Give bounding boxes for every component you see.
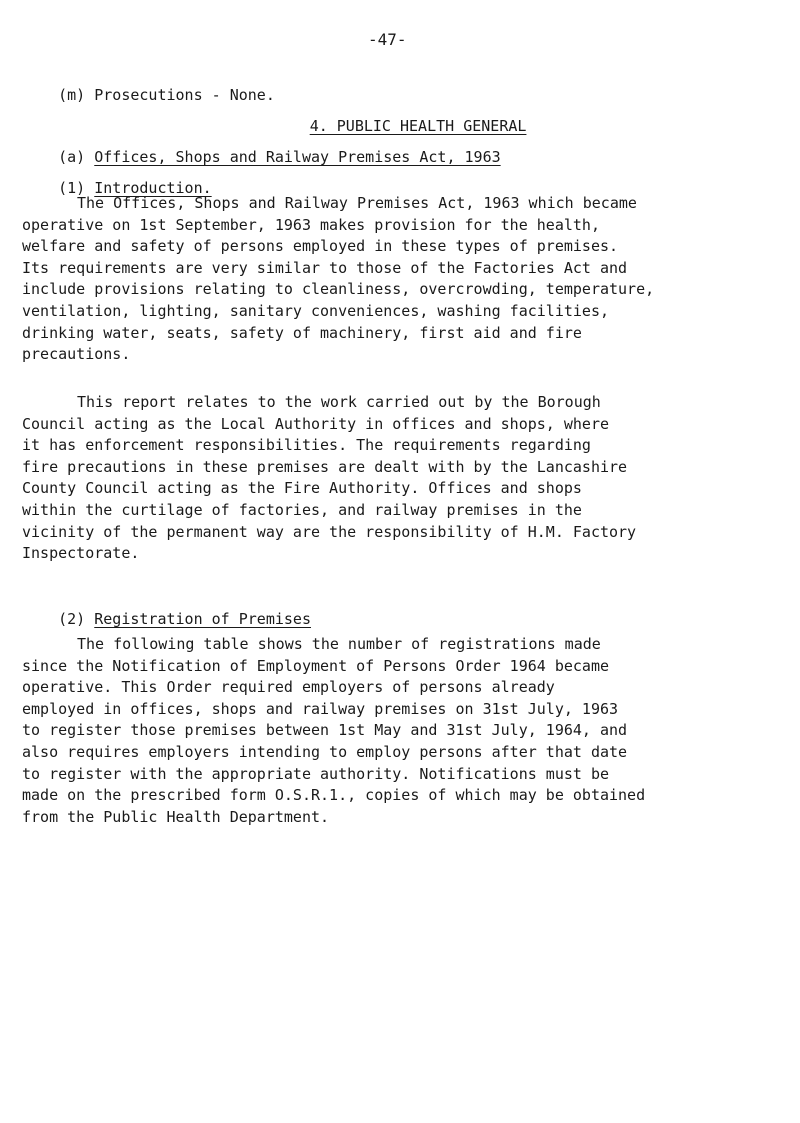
registration-marker: (2) [58,610,86,628]
paragraph-line: drinking water, seats, safety of machinery, first aid and fire [22,323,582,342]
subsection-a-title: Offices, Shops and Railway Premises Act, 1963 [94,148,501,166]
paragraph-line: vicinity of the permanent way are the responsibility of H.M. Factory [22,522,637,541]
intro-marker: (1) [58,179,86,197]
paragraph-line: Council acting as the Local Authority in offices and shops, where [22,414,609,433]
paragraph-line: Its requirements are very similar to those of the Factories Act and [22,258,628,277]
paragraph-line: within the curtilage of factories, and railway premises in the [22,500,582,519]
subsection-a-marker: (a) [58,148,86,166]
paragraph-line: it has enforcement responsibilities. The requirements regarding [22,436,591,455]
paragraph-line: to register those premises between 1st May and 31st July, 1964, and [22,721,628,740]
intro-paragraph-2 [22,392,792,565]
paragraph-line: Inspectorate. [22,544,140,563]
intro-title: Introduction. [94,179,212,197]
paragraph-line: include provisions relating to cleanliness, overcrowding, temperature, [22,280,655,299]
paragraph-line: County Council acting as the Fire Authority. Offices and shops [22,479,582,498]
paragraph-line: from the Public Health Department. [22,807,330,826]
paragraph-line: precautions. [22,345,131,364]
paragraph-line: welfare and safety of persons employed in these types of premises. [22,237,619,256]
paragraph-line: This report relates to the work carried out by the Borough [77,393,601,411]
prosecutions-marker: (m) [58,86,86,104]
paragraph-line: also requires employers intending to employ persons after that date [22,742,628,761]
intro-paragraph-1 [22,193,792,366]
registration-title: Registration of Premises [94,610,311,628]
paragraph-line: since the Notification of Employment of Persons Order 1964 became [22,656,609,675]
paragraph-line: employed in offices, shops and railway premises on 31st July, 1963 [22,699,619,718]
paragraph-line: operative. This Order required employers of persons already [22,678,555,697]
page-number: -47- [368,30,407,49]
registration-paragraph [22,634,792,828]
paragraph-line: operative on 1st September, 1963 makes provision for the health, [22,215,600,234]
paragraph-line: The following table shows the number of registrations made [77,635,601,653]
paragraph-line: to register with the appropriate authority. Notifications must be [22,764,609,783]
paragraph-line: ventilation, lighting, sanitary conveniences, washing facilities, [22,301,609,320]
paragraph-line: fire precautions in these premises are dealt with by the Lancashire [22,457,628,476]
section-heading-text: 4. PUBLIC HEALTH GENERAL [309,117,527,135]
paragraph-line: The Offices, Shops and Railway Premises Act, 1963 which became [77,194,637,212]
prosecutions-text: Prosecutions - None. [94,86,275,104]
paragraph-line: made on the prescribed form O.S.R.1., copies of which may be obtained [22,786,646,805]
